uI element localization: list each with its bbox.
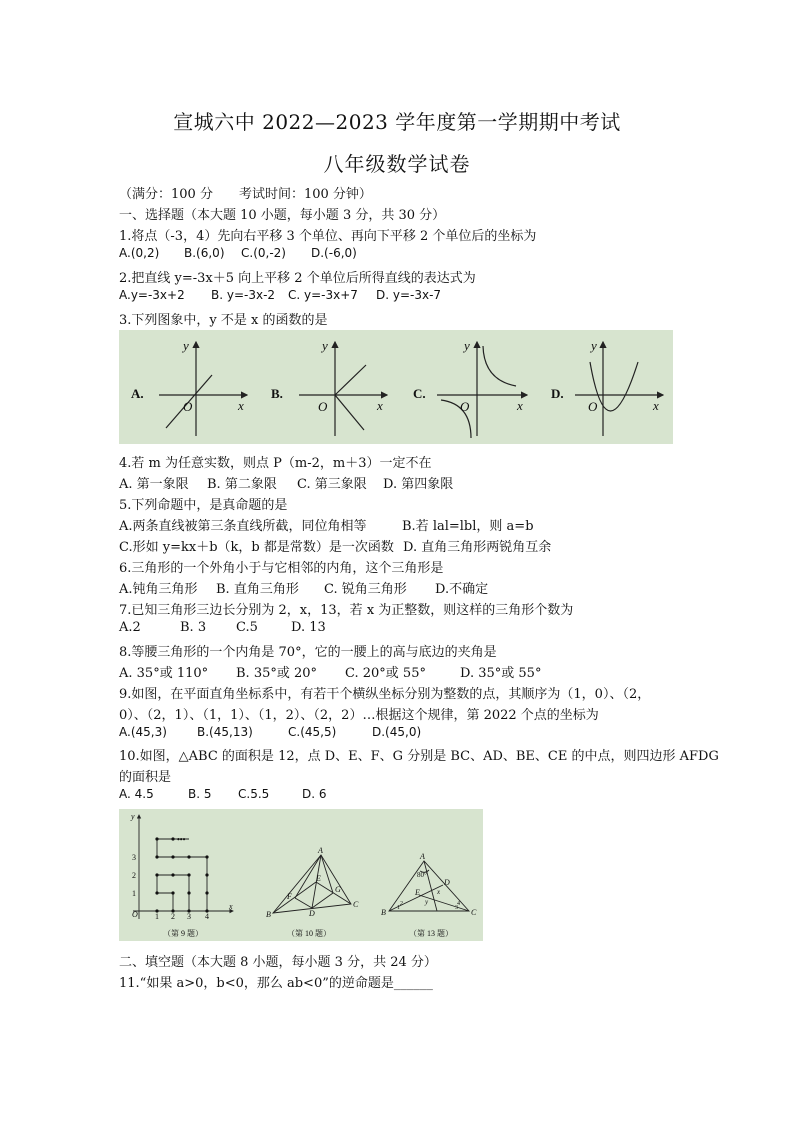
fig13-angle-4: 4: [457, 901, 460, 907]
fig10-point-f: F: [287, 892, 292, 901]
q3-stem: 3.下列图象中，y 不是 x 的函数的是: [119, 313, 328, 328]
fig9-xtick-1: 1: [155, 912, 159, 921]
fig9-y-label: y: [131, 812, 135, 821]
graph-d-label: D.: [551, 386, 564, 401]
graph-c-x-label: x: [517, 398, 523, 413]
fig13-point-d: D: [444, 878, 450, 887]
fig9-caption: （第 9 题）: [163, 929, 203, 938]
fig10-caption: （第 10 题）: [287, 929, 331, 938]
q6-options: [119, 578, 488, 597]
graph-c-y-label: y: [464, 338, 470, 353]
fig13-point-c: C: [471, 908, 477, 917]
q9-options: [119, 725, 421, 739]
fig13-angle-2: 2: [400, 901, 403, 907]
fig13-angle-3: 3: [455, 905, 458, 911]
q11-answer-blank[interactable]: ______: [393, 976, 433, 991]
q2-option-d: D. y=-3x-7: [376, 288, 442, 302]
fig13-x: x: [437, 888, 441, 896]
q3-graphs-svg: [119, 330, 673, 444]
q7-option-c: C.5: [236, 620, 258, 635]
section1-heading: 一、选择题（本大题 10 小题，每小题 3 分，共 30 分）: [119, 208, 446, 223]
figures-svg: [119, 809, 483, 941]
fig10-point-d: D: [309, 909, 315, 918]
q7-option-a: A.2: [119, 620, 141, 635]
graph-c-branch-1: [483, 346, 516, 386]
graph-c-label: C.: [413, 386, 426, 401]
q10-option-d: D. 6: [302, 787, 327, 801]
q1-option-b: B.(6,0): [184, 246, 225, 260]
fig9-x-label: x: [229, 902, 233, 911]
q5-options-row1: [119, 515, 534, 534]
fig9-origin: O: [132, 910, 138, 919]
q2-option-a: A.y=-3x+2: [119, 288, 185, 302]
graph-a-y-label: y: [183, 338, 189, 353]
graph-a-origin: O: [183, 399, 193, 414]
q6-option-d: D.不确定: [435, 582, 489, 597]
q9-option-c: C.(45,5): [288, 725, 337, 739]
graph-d-y-label: y: [591, 338, 597, 353]
fig10-point-b: B: [266, 910, 271, 919]
q5-stem: 5.下列命题中，是真命题的是: [119, 498, 288, 513]
q1-options: [119, 246, 357, 260]
q8-option-b: B. 35°或 20°: [236, 666, 318, 681]
graph-b-y-label: y: [322, 338, 328, 353]
q3-graphs-figure: [119, 330, 673, 444]
q8-option-a: A. 35°或 110°: [119, 666, 209, 681]
q1-option-c: C.(0,-2): [241, 246, 286, 260]
graph-b-curve: [335, 365, 366, 430]
q2-option-c: C. y=-3x+7: [288, 288, 358, 302]
fig9-xtick-3: 3: [187, 912, 191, 921]
fig9-ytick-2: 2: [132, 871, 136, 880]
q8-option-c: C. 20°或 55°: [345, 666, 426, 681]
q5-options-row2: [119, 536, 551, 555]
q9-option-a: A.(45,3): [119, 725, 167, 739]
q6-option-a: A.钝角三角形: [119, 582, 198, 597]
fig13-point-b: B: [381, 908, 386, 917]
q2-options: [119, 288, 441, 302]
q4-stem: 4.若 m 为任意实数，则点 P（m-2，m＋3）一定不在: [119, 456, 432, 471]
graph-b-origin: O: [318, 399, 328, 414]
exam-info: （满分：100 分 考试时间：100 分钟）: [119, 187, 372, 202]
q8-options: [119, 662, 541, 681]
fig10-point-g: G: [335, 885, 341, 894]
q5-option-c: C.形如 y=kx＋b（k，b 都是常数）是一次函数: [119, 540, 394, 555]
fig10-point-c: C: [353, 900, 359, 909]
section2-heading: 二、填空题（本大题 8 小题，每小题 3 分，共 24 分）: [119, 955, 437, 970]
fig9-graph: [133, 815, 233, 919]
q5-option-d: D. 直角三角形两锐角互余: [403, 540, 552, 555]
q1-option-a: A.(0,2): [119, 246, 160, 260]
graph-c-origin: O: [460, 399, 470, 414]
graph-b-x-label: x: [377, 398, 383, 413]
fig9-xtick-4: 4: [205, 912, 209, 921]
q7-option-d: D. 13: [291, 620, 326, 635]
q9-option-d: D.(45,0): [372, 725, 422, 739]
q10-stem-line2: 的面积是: [119, 770, 172, 785]
q4-option-b: B. 第二象限: [207, 477, 277, 492]
figures-9-10-13: [119, 809, 483, 941]
q10-options: [119, 787, 327, 801]
fig13-angle: 80°: [417, 871, 427, 879]
fig9-continuation: •••: [177, 835, 186, 844]
fig13-angle-1: 1: [397, 905, 400, 911]
q1-option-d: D.(-6,0): [311, 246, 357, 260]
fig13-point-a: A: [420, 852, 425, 861]
exam-title: 宣城六中 2022—2023 学年度第一学期期中考试: [173, 110, 621, 134]
q2-stem: 2.把直线 y=-3x＋5 向上平移 2 个单位后所得直线的表达式为: [119, 271, 476, 286]
fig9-ytick-3: 3: [132, 853, 136, 862]
q10-option-a: A. 4.5: [119, 787, 154, 801]
q1-stem: 1.将点（-3，4）先向右平移 3 个单位、再向下平移 2 个单位后的坐标为: [119, 229, 537, 244]
fig10-triangle: [273, 855, 351, 913]
q6-option-b: B. 直角三角形: [216, 582, 299, 597]
q6-option-c: C. 锐角三角形: [324, 582, 407, 597]
q4-option-d: D. 第四象限: [383, 477, 454, 492]
graph-d-x-label: x: [653, 398, 659, 413]
fig13-y: y: [425, 898, 429, 906]
q4-option-c: C. 第三象限: [297, 477, 367, 492]
q10-stem-line1: 10.如图，△ABC 的面积是 12，点 D、E、F、G 分别是 BC、AD、BE、CE 的中点，则四边形 AFDG: [119, 749, 719, 764]
q7-stem: 7.已知三角形三边长分别为 2，x，13，若 x 为正整数，则这样的三角形个数为: [119, 603, 574, 618]
fig13-point-e: E: [415, 888, 420, 897]
fig10-point-e: E: [316, 874, 321, 883]
graph-a-label: A.: [131, 386, 144, 401]
q10-option-b: B. 5: [188, 787, 212, 801]
exam-subtitle: 八年级数学试卷: [323, 152, 471, 176]
q11-line: [119, 972, 433, 991]
q6-stem: 6.三角形的一个外角小于与它相邻的内角，这个三角形是: [119, 561, 444, 576]
q2-option-b: B. y=-3x-2: [211, 288, 276, 302]
q11-stem: 11.“如果 a>0，b<0，那么 ab<0”的逆命题是: [119, 976, 394, 991]
q4-options: [119, 473, 453, 492]
fig13-caption: （第 13 题）: [409, 929, 453, 938]
q5-option-b: B.若 lal=lbl，则 a=b: [402, 519, 534, 534]
q9-stem-line2: 0）、（2，1）、（1，1）、（1，2）、（2，2）…根据这个规律，第 2022 个点的坐标为: [119, 708, 599, 723]
q7-options: [119, 620, 326, 635]
graph-b-label: B.: [271, 386, 283, 401]
q8-option-d: D. 35°或 55°: [460, 666, 542, 681]
fig9-xtick-2: 2: [171, 912, 175, 921]
q9-stem-line1: 9.如图，在平面直角坐标系中，有若干个横纵坐标分别为整数的点，其顺序为（1，0）、（2，: [119, 687, 651, 702]
graph-a-x-label: x: [238, 398, 244, 413]
fig10-point-a: A: [318, 846, 323, 855]
q8-stem: 8.等腰三角形的一个内角是 70°，它的一腰上的高与底边的夹角是: [119, 645, 497, 660]
fig9-ytick-1: 1: [132, 889, 136, 898]
q7-option-b: B. 3: [180, 620, 207, 635]
q9-option-b: B.(45,13): [197, 725, 253, 739]
q10-option-c: C.5.5: [238, 787, 270, 801]
graph-d-origin: O: [588, 399, 598, 414]
q5-option-a: A.两条直线被第三条直线所截，同位角相等: [119, 519, 367, 534]
q4-option-a: A. 第一象限: [119, 477, 189, 492]
